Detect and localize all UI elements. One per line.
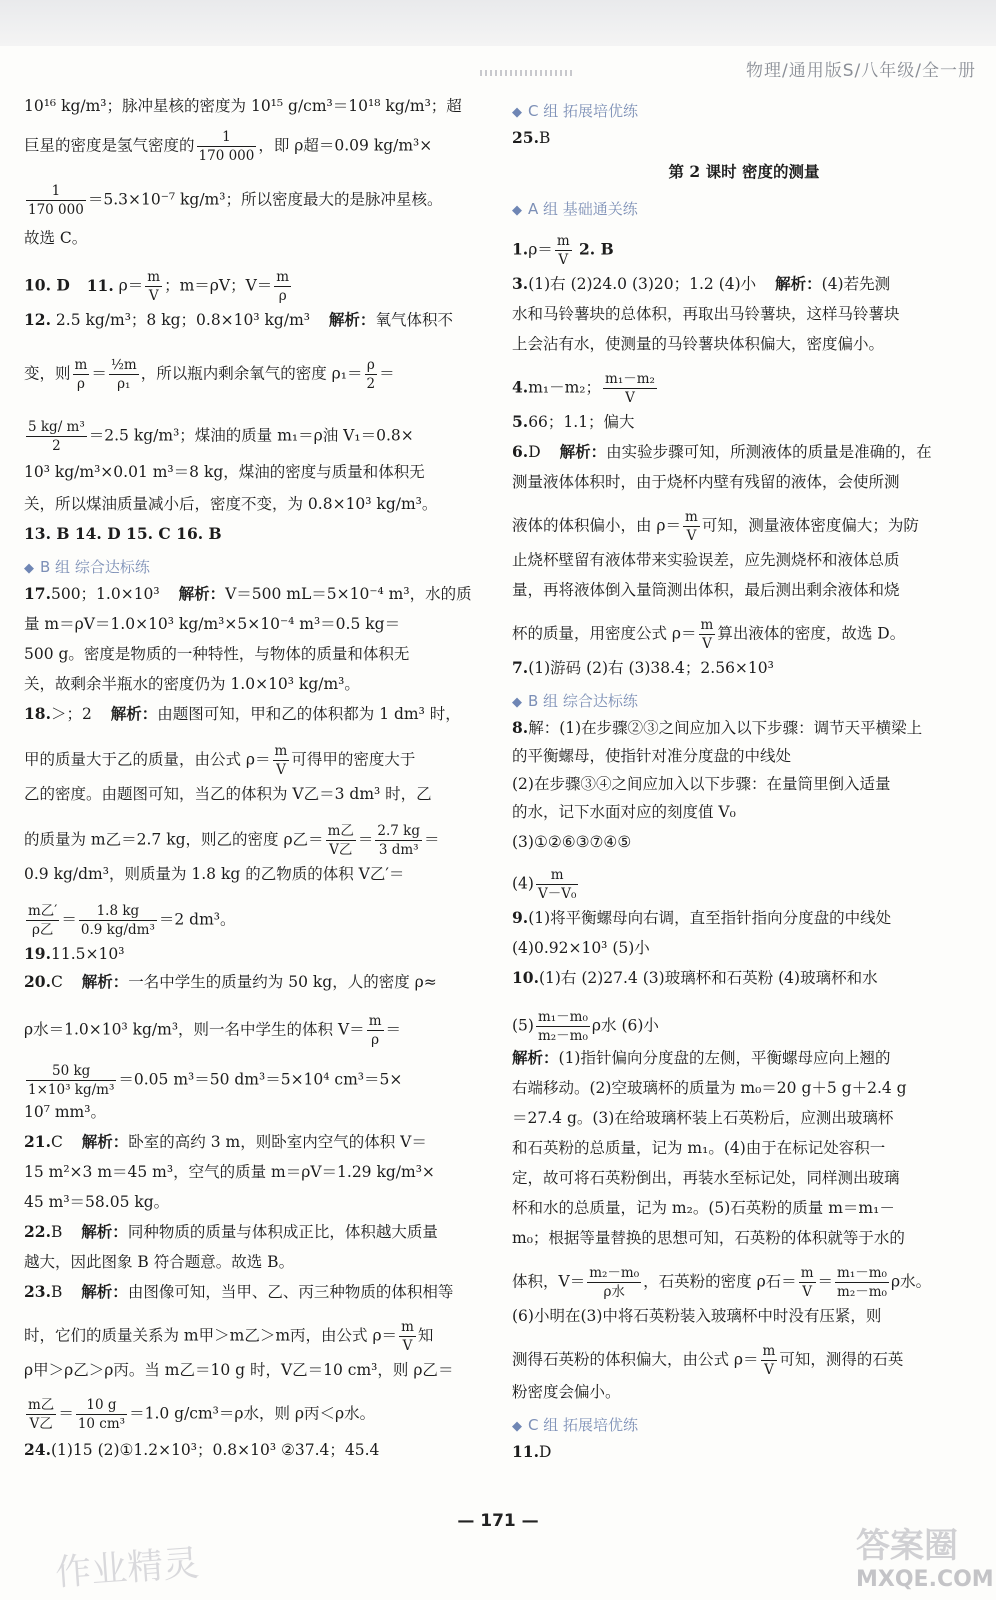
diamond-icon: ◆	[512, 1419, 522, 1434]
text: 巨星的密度是氢气密度的	[24, 136, 195, 155]
answer-23-line: 时，它们的质量关系为 m甲＞m乙＞m丙，由公式 ρ＝ $\frac{m}{V}$ 知	[24, 1319, 434, 1354]
section-heading-c: ◆ C 组 拓展培优练	[512, 1416, 639, 1434]
answer-8-line: 的水，记下水面对应的刻度值 V₀	[512, 803, 736, 821]
lesson-title: 第 2 课时 密度的测量	[668, 162, 820, 181]
answer-6-line: 止烧杯壁留有液体带来实验误差，应先测烧杯和液体总质	[512, 551, 900, 569]
answer-18-line: $\frac{\text{m乙′}}{\text{ρ乙}}$ ＝ $\frac{1.8 kg}{\text{0.9 kg/dm³}}$ ＝2 dm³。	[28, 903, 236, 938]
fraction: $\frac{m}{\rho}$	[74, 357, 88, 392]
fraction: $\frac{\text{m乙′}}{\text{ρ乙}}$	[28, 903, 58, 938]
answer-11: 11.D	[512, 1442, 552, 1461]
answer-9-line: (4)0.92×10³ (5)小	[512, 939, 650, 957]
answer-10: 10.(1)右 (2)27.4 (3)玻璃杯和石英粉 (4)玻璃杯和水	[512, 968, 878, 987]
answer-10-line: 右端移动。(2)空玻璃杯的质量为 m₀＝20 g＋5 g＋2.4 g	[512, 1079, 907, 1097]
section-heading-b: ◆ B 组 综合达标练	[512, 692, 638, 710]
top-band	[0, 0, 996, 46]
question-number: 11.	[86, 275, 114, 295]
answer-25: 25.B	[512, 128, 551, 147]
answer-12-line: 关，所以煤油质量减小后，密度不变，为 0.8×10³ kg/m³。	[24, 495, 438, 513]
answer-10-line: 解析：(1)指针偏向分度盘的左侧，平衡螺母应向上翘的	[512, 1048, 891, 1067]
page-number: — 171 —	[457, 1511, 539, 1531]
answer-12-line: $\frac{\text{5 kg/ m³}}{2}$ ＝2.5 kg/m³；煤油的质量 m₁＝ρ油 V₁＝0.8×	[28, 419, 414, 454]
answer-17-line: 500 g。密度是物质的一种特性，与物体的质量和体积无	[24, 645, 410, 663]
answer-4: 4.m₁－m₂； $\frac{\text{m₁－m₂}}{V}$	[512, 371, 655, 406]
answer-8-line: (4) $\frac{m}{\text{V－V₀}}$	[512, 867, 577, 902]
answer-21-line: 45 m³＝58.05 kg。	[24, 1193, 170, 1211]
answer-12-line: 变，则 $\frac{m}{\rho}$ ＝ $\frac{\text{½m}}{\text{ρ₁}}$ ，所以瓶内剩余氧气的密度 ρ₁＝ $\frac{\rho}{2}$ ＝	[24, 357, 395, 392]
running-header: 物理/通用版S/八年级/全一册	[746, 61, 976, 81]
answer-10-line: (6)小明在(3)中将石英粉装入玻璃杯中时没有压紧，则	[512, 1307, 882, 1325]
answer-19: 19.11.5×10³	[24, 944, 125, 963]
fraction: $\frac{m}{V}$	[800, 1265, 814, 1300]
fraction: $\frac{\text{m₁－m₂}}{V}$	[605, 371, 655, 406]
answer-8-line: (3)①②⑥③⑦④⑤	[512, 833, 632, 851]
answer-12: 12. 2.5 kg/m³；8 kg；0.8×10³ kg/m³ 解析：氧气体积不	[24, 310, 453, 329]
answer-18: 18.＞；2 解析：由题图可知，甲和乙的体积都为 1 dm³ 时，	[24, 704, 461, 723]
fraction: $\frac{m}{\text{V－V₀}}$	[537, 867, 577, 902]
fraction: $\frac{\text{m乙}}{\text{V乙}}$	[28, 1397, 55, 1432]
answer-20-line: ρ水＝1.0×10³ kg/m³，则一名中学生的体积 V＝ $\frac{m}{\rho}$ ＝	[24, 1013, 402, 1048]
answer-24: 24.(1)15 (2)①1.2×10³；0.8×10³ ②37.4；45.4	[24, 1440, 380, 1459]
text: ＝5.3×10⁻⁷ kg/m³；所以密度最大的是脉冲星核。	[87, 190, 443, 209]
answer-20: 20.C 解析：一名中学生的质量约为 50 kg，人的密度 ρ≈	[24, 972, 437, 991]
answer-10-line: 定，故可将石英粉倒出，再装水至标记处，同样测出玻璃	[512, 1169, 900, 1187]
answer-23-line: ρ甲＞ρ乙＞ρ丙。当 m乙＝10 g 时，V乙＝10 cm³，则 ρ乙＝	[24, 1361, 454, 1379]
answer-10-line: 和石英粉的总质量，记为 m₁。(4)由于在标记处容积一	[512, 1139, 886, 1157]
fraction: $\frac{m}{V}$	[401, 1319, 414, 1354]
answer-7: 7.(1)游码 (2)右 (3)38.4；2.56×10³	[512, 658, 774, 677]
answer-17-line: 量 m＝ρV＝1.0×10³ kg/m³×5×10⁻⁴ m³＝0.5 kg＝	[24, 615, 401, 633]
diamond-icon: ◆	[24, 561, 34, 576]
answer-18-line: 甲的质量大于乙的质量，由公式 ρ＝ $\frac{m}{V}$ 可得甲的密度大于	[24, 743, 416, 778]
answer-6-line: 测量液体体积时，由于烧杯内壁有残留的液体，会使所测	[512, 473, 900, 491]
fraction: $\frac{m}{V}$	[762, 1343, 776, 1378]
question-number: 10. D	[24, 275, 70, 295]
answer-3-line: 上会沾有水，使测量的马铃薯块体积偏大，密度偏小。	[512, 335, 885, 353]
fraction: $\frac{\text{m₁－m₀}}{\text{m₂－m₀}}$	[837, 1265, 887, 1300]
answer-10-line: 测得石英粉的体积偏大，由公式 ρ＝ $\frac{m}{V}$ 可知，测得的石英	[512, 1343, 904, 1378]
answer-10-line: 粉密度会偏小。	[512, 1383, 621, 1401]
answer-20-line: 10⁷ mm³。	[24, 1103, 106, 1121]
answer-13-16: 13. B 14. D 15. C 16. B	[24, 524, 222, 543]
section-heading-b: ◆ B 组 综合达标练	[24, 558, 150, 576]
answer-18-line: 的质量为 m乙＝2.7 kg，则乙的密度 ρ乙＝ $\frac{\text{m乙}}{\text{V乙}}$ ＝ $\frac{2.7 kg}{\text{3 dm³}}$ ＝	[24, 823, 440, 858]
diamond-icon: ◆	[512, 105, 522, 120]
answer-10-line: ＝27.4 g。(3)在给玻璃杯装上石英粉后，应测出玻璃杯	[512, 1109, 894, 1127]
answer-20-line: $\frac{50 kg}{\text{1×10³ kg/m³}}$ ＝0.05 m³＝50 dm³＝5×10⁴ cm³＝5×	[28, 1063, 403, 1098]
answer-23-line: $\frac{\text{m乙}}{\text{V乙}}$ ＝ $\frac{10 g}{\text{10 cm³}}$ ＝1.0 g/cm³＝ρ水，则 ρ丙＜ρ水。	[28, 1397, 376, 1432]
left-line: 故选 C。	[24, 229, 88, 247]
answer-18-line: 0.9 kg/dm³，则质量为 1.8 kg 的乙物质的体积 V乙′＝	[24, 865, 405, 883]
left-line: 10¹⁶ kg/m³；脉冲星核的密度为 10¹⁵ g/cm³＝10¹⁸ kg/m³；超	[24, 97, 462, 115]
text: ，即 ρ超＝0.09 kg/m³×	[258, 136, 433, 155]
answer-17: 17.500；1.0×10³ 解析：V＝500 mL＝5×10⁻⁴ m³，水的质	[24, 584, 472, 603]
answer-8-line: 的平衡螺母，使指针对准分度盘的中线处	[512, 747, 792, 765]
answer-6-line: 量，再将液体倒入量筒测出体积，最后测出剩余液体和烧	[512, 581, 900, 599]
answer-8-line: (2)在步骤③④之间应加入以下步骤：在量筒里倒入适量	[512, 775, 891, 793]
watermark-text: 答案圈	[856, 1526, 958, 1566]
header-dots	[480, 70, 575, 76]
answer-9: 9.(1)将平衡螺母向右调，直至指针指向分度盘的中线处	[512, 908, 892, 927]
fraction: $\frac{\text{m₂－m₀}}{\text{ρ水}}$	[589, 1265, 640, 1300]
answer-10-line: 杯和水的总质量，记为 m₂。(5)石英粉的质量 m＝m₁－	[512, 1199, 895, 1217]
fraction: $\frac{m}{V}$	[556, 233, 570, 268]
answer-8: 8.解：(1)在步骤②③之间应加入以下步骤：调节天平横梁上	[512, 718, 923, 737]
fraction: $\frac{2.7 kg}{\text{3 dm³}}$	[377, 823, 420, 858]
section-heading-a: ◆ A 组 基础通关练	[512, 200, 638, 218]
answer-21: 21.C 解析：卧室的高约 3 m，则卧室内空气的体积 V＝	[24, 1132, 427, 1151]
fraction: $\frac{1}{170 000}$	[28, 183, 84, 218]
fraction: $\frac{m}{V}$	[685, 509, 698, 544]
answer-21-line: 15 m²×3 m＝45 m³，空气的质量 m＝ρV＝1.29 kg/m³×	[24, 1163, 435, 1181]
answer-1-2: 1.ρ＝ $\frac{m}{V}$ 2. B	[512, 233, 614, 268]
diamond-icon: ◆	[512, 695, 522, 710]
answer-3-line: 水和马铃薯块的总体积，再取出马铃薯块，这样马铃薯块	[512, 305, 900, 323]
fraction: $\frac{50 kg}{\text{1×10³ kg/m³}}$	[28, 1063, 115, 1098]
answer-6-line: 杯的质量，用密度公式 ρ＝ $\frac{m}{V}$ 算出液体的密度，故选 D。	[512, 617, 906, 652]
left-line	[24, 182, 492, 219]
fraction: $\frac{\text{½m}}{\text{ρ₁}}$	[110, 357, 137, 392]
fraction: $\frac{m}{\rho}$	[276, 269, 290, 304]
answer-22-line: 越大，因此图象 B 符合题意。故选 B。	[24, 1253, 295, 1271]
answer-23: 23.B 解析：由图像可知，当甲、乙、丙三种物质的体积相等	[24, 1282, 454, 1301]
answer-3: 3.(1)右 (2)24.0 (3)20；1.2 (4)小 解析：(4)若先测	[512, 274, 891, 293]
fraction: $\frac{10 g}{\text{10 cm³}}$	[77, 1397, 126, 1432]
fraction: $\frac{\text{5 kg/ m³}}{2}$	[28, 419, 85, 454]
watermark-logo	[856, 1518, 994, 1592]
answer-10-11: 10. D 11. ρ＝ $\frac{m}{V}$ ；m＝ρV；V＝ $\frac{m}{\rho}$	[24, 269, 290, 304]
answer-10-line: 体积，V＝ $\frac{\text{m₂－m₀}}{\text{ρ水}}$ ，石英粉的密度 ρ石＝ $\frac{m}{V}$ ＝ $\frac{\text{m₁－m₀}}{\text{m₂－m₀}}$ ρ水。	[512, 1265, 932, 1300]
fraction: $\frac{1.8 kg}{\text{0.9 kg/dm³}}$	[80, 903, 155, 938]
watermark-url: MXQE.COM	[856, 1567, 994, 1592]
fraction: $\frac{\text{m乙}}{\text{V乙}}$	[327, 823, 354, 858]
watermark-left: 作业精灵	[53, 1543, 201, 1594]
diamond-icon: ◆	[512, 203, 522, 218]
answer-10-line: (5) $\frac{\text{m₁－m₀}}{\text{m₂－m₀}}$ ρ水 (6)小	[512, 1009, 659, 1044]
answer-5: 5.66；1.1；偏大	[512, 412, 635, 431]
fraction: $\frac{m}{V}$	[147, 269, 161, 304]
fraction: $\frac{\text{m₁－m₀}}{\text{m₂－m₀}}$	[537, 1009, 588, 1044]
fraction: $\frac{\rho}{2}$	[366, 357, 376, 392]
fraction: $\frac{m}{V}$	[274, 743, 288, 778]
fraction: $\frac{m}{\rho}$	[368, 1013, 382, 1048]
fraction: $\frac{1}{170 000}$	[198, 129, 255, 164]
fraction: $\frac{m}{V}$	[700, 617, 714, 652]
answer-18-line: 乙的密度。由题图可知，当乙的体积为 V乙＝3 dm³ 时，乙	[24, 785, 432, 803]
answer-22: 22.B 解析：同种物质的质量与体积成正比，体积越大质量	[24, 1222, 438, 1241]
answer-6: 6.D 解析：由实验步骤可知，所测液体的质量是准确的，在	[512, 442, 932, 461]
answer-12-line: 10³ kg/m³×0.01 m³＝8 kg，煤油的密度与质量和体积无	[24, 463, 425, 481]
left-line	[24, 128, 492, 165]
answer-10-line: m₀；根据等量替换的思想可知，石英粉的体积就等于水的	[512, 1229, 905, 1247]
section-heading-c: ◆ C 组 拓展培优练	[512, 102, 639, 120]
answer-17-line: 关，故剩余半瓶水的密度仍为 1.0×10³ kg/m³。	[24, 675, 360, 693]
answer-6-line: 液体的体积偏小，由 ρ＝ $\frac{m}{V}$ 可知，测量液体密度偏大；为防	[512, 509, 919, 544]
